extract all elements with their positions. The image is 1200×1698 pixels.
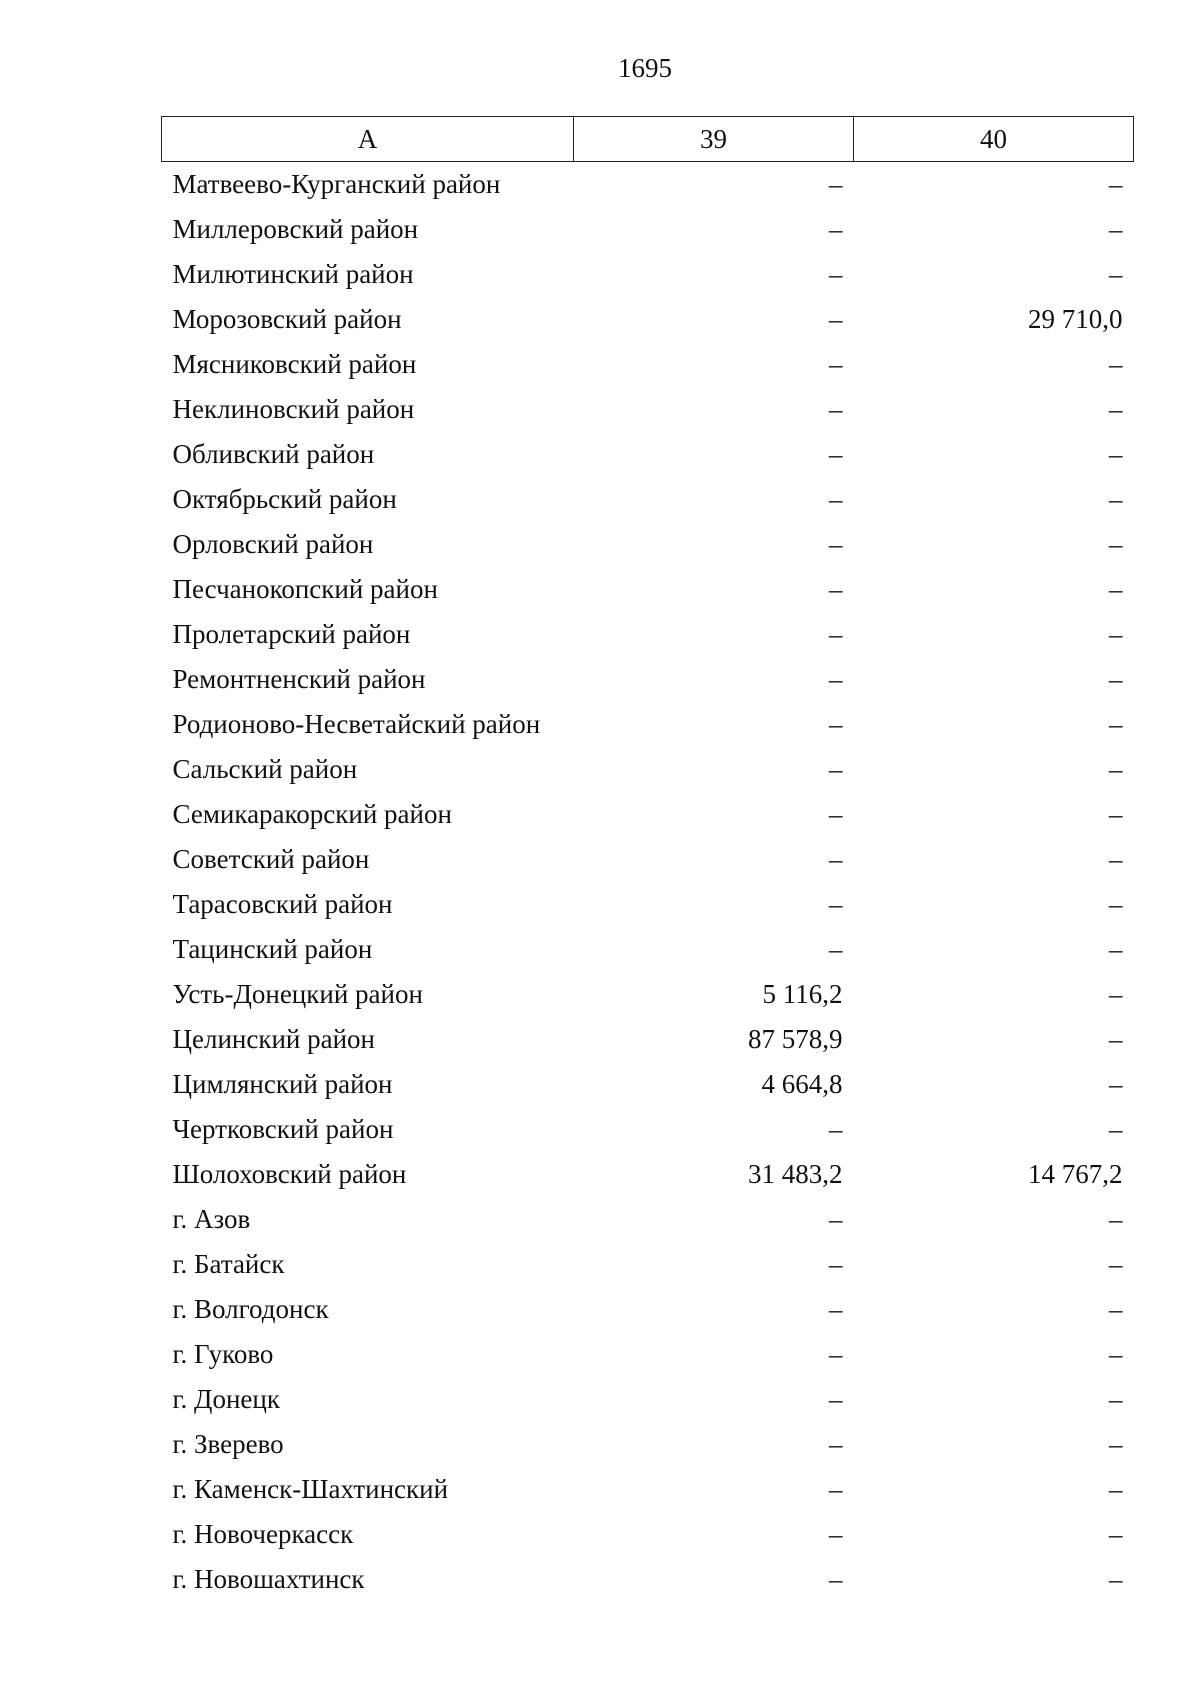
region-name-cell: Миллеровский район [172,214,419,244]
value-40-cell: – [1109,1024,1123,1054]
region-name-cell: г. Волгодонск [172,1294,329,1324]
table-row [162,1377,1134,1422]
region-name-cell: Морозовский район [172,304,402,334]
table-row [162,1107,1134,1152]
table-row [162,792,1134,837]
value-40-cell: – [1109,169,1123,199]
table-row [162,432,1134,477]
value-40-cell: – [1109,979,1123,1009]
region-name-cell: г. Гуково [172,1339,274,1369]
table-row [162,162,1134,208]
region-name-cell: Семикаракорский район [172,799,452,829]
table-row [162,1197,1134,1242]
value-40-cell: – [1109,1204,1123,1234]
value-39-cell: – [829,259,843,289]
value-40-cell: – [1109,1339,1123,1369]
value-40-cell: 29 710,0 [1028,304,1123,334]
value-39-cell: – [829,1249,843,1279]
value-39-cell: – [829,529,843,559]
value-40-cell: – [1109,214,1123,244]
region-name-cell: Усть-Донецкий район [172,979,423,1009]
region-name-cell: г. Батайск [172,1249,285,1279]
region-name-cell: Целинский район [172,1024,375,1054]
value-40-cell: – [1109,1114,1123,1144]
value-39-cell: – [829,1384,843,1414]
table-row [162,342,1134,387]
value-40-cell: – [1109,1564,1123,1594]
value-39-cell: – [829,1429,843,1459]
value-39-cell: – [829,169,843,199]
table-row [162,477,1134,522]
region-name-cell: Тацинский район [172,934,373,964]
region-name-cell: Мясниковский район [172,349,417,379]
value-40-cell: – [1109,664,1123,694]
value-39-cell: – [829,844,843,874]
table-row [162,1557,1134,1602]
header-cell-a: А [162,117,574,162]
region-name-cell: г. Донецк [172,1384,280,1414]
table-row [162,1467,1134,1512]
value-40-cell: – [1109,799,1123,829]
table-row [162,882,1134,927]
value-39-cell: 87 578,9 [748,1024,843,1054]
table-row [162,522,1134,567]
value-39-cell: – [829,349,843,379]
value-40-cell: – [1109,529,1123,559]
table-row [162,1422,1134,1467]
header-cell-40: 40 [854,117,1134,162]
value-40-cell: – [1109,709,1123,739]
table-row [162,747,1134,792]
region-name-cell: Сальский район [172,754,358,784]
table-body [162,162,1134,1603]
table-row [162,1242,1134,1287]
region-name-cell: Октябрьский район [172,484,397,514]
page-number: 1695 [618,53,672,83]
table-row [162,1062,1134,1107]
region-name-cell: Милютинский район [172,259,414,289]
value-39-cell: – [829,1339,843,1369]
table-row [162,1332,1134,1377]
table-row [162,612,1134,657]
value-39-cell: – [829,1204,843,1234]
table-row [162,387,1134,432]
value-40-cell: – [1109,844,1123,874]
value-40-cell: – [1109,1294,1123,1324]
value-39-cell: – [829,1519,843,1549]
value-39-cell: 4 664,8 [761,1069,843,1099]
value-40-cell: – [1109,619,1123,649]
table-header [162,117,1134,162]
data-table [161,116,1134,1602]
value-40-cell: – [1109,1474,1123,1504]
value-40-cell: 14 767,2 [1028,1159,1123,1189]
table-row [162,297,1134,342]
region-name-cell: Шолоховский район [172,1159,407,1189]
region-name-cell: Песчанокопский район [172,574,438,604]
value-39-cell: – [829,214,843,244]
table-row [162,1017,1134,1062]
value-39-cell: – [829,1564,843,1594]
value-39-cell: – [829,484,843,514]
region-name-cell: Советский район [172,844,370,874]
table-row [162,657,1134,702]
value-40-cell: – [1109,934,1123,964]
value-39-cell: – [829,934,843,964]
value-40-cell: – [1109,1249,1123,1279]
region-name-cell: Родионово-Несветайский район [172,709,541,739]
value-39-cell: – [829,709,843,739]
value-40-cell: – [1109,754,1123,784]
value-40-cell: – [1109,1429,1123,1459]
header-row [162,117,1134,162]
region-name-cell: Тарасовский район [172,889,393,919]
region-name-cell: г. Новочеркасск [172,1519,354,1549]
table-row [162,252,1134,297]
value-40-cell: – [1109,394,1123,424]
region-name-cell: Орловский район [172,529,374,559]
value-40-cell: – [1109,439,1123,469]
region-name-cell: г. Каменск-Шахтинский [172,1474,449,1504]
region-name-cell: г. Новошахтинск [172,1564,365,1594]
value-39-cell: – [829,754,843,784]
table-row [162,1512,1134,1557]
region-name-cell: Обливский район [172,439,375,469]
value-40-cell: – [1109,1384,1123,1414]
value-39-cell: 5 116,2 [762,979,843,1009]
value-39-cell: – [829,1474,843,1504]
table-row [162,702,1134,747]
region-name-cell: Матвеево-Курганский район [172,169,501,199]
value-40-cell: – [1109,889,1123,919]
table-row [162,1152,1134,1197]
value-39-cell: – [829,304,843,334]
region-name-cell: Цимлянский район [172,1069,393,1099]
table-row [162,837,1134,882]
value-40-cell: – [1109,1519,1123,1549]
value-40-cell: – [1109,1069,1123,1099]
region-name-cell: Пролетарский район [172,619,411,649]
value-39-cell: – [829,664,843,694]
header-cell-39: 39 [574,117,854,162]
value-39-cell: – [829,1294,843,1324]
table-row [162,207,1134,252]
value-39-cell: – [829,799,843,829]
value-40-cell: – [1109,484,1123,514]
value-39-cell: – [829,619,843,649]
value-40-cell: – [1109,574,1123,604]
table-row [162,1287,1134,1332]
table-row [162,567,1134,612]
table-row [162,927,1134,972]
region-name-cell: Ремонтненский район [172,664,426,694]
region-name-cell: г. Азов [172,1204,251,1234]
value-39-cell: – [829,1114,843,1144]
region-name-cell: Чертковский район [172,1114,394,1144]
table-row [162,972,1134,1017]
value-39-cell: 31 483,2 [748,1159,843,1189]
region-name-cell: Неклиновский район [172,394,415,424]
value-40-cell: – [1109,259,1123,289]
value-39-cell: – [829,889,843,919]
value-39-cell: – [829,439,843,469]
region-name-cell: г. Зверево [172,1429,284,1459]
value-40-cell: – [1109,349,1123,379]
value-39-cell: – [829,574,843,604]
value-39-cell: – [829,394,843,424]
